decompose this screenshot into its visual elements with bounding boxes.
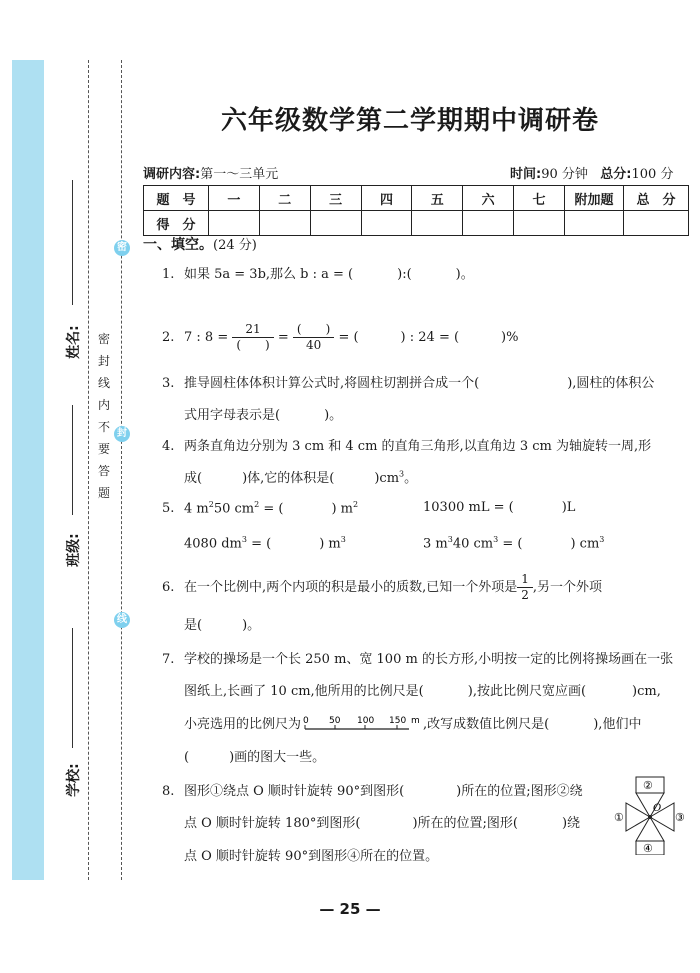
q5-superscript: 3 bbox=[599, 535, 605, 544]
no-answer-notice bbox=[96, 328, 112, 504]
q7-text-g: ),他们中 bbox=[593, 717, 642, 732]
scale-tick-label: 0 bbox=[303, 715, 309, 726]
score-cell-header: 一 bbox=[209, 186, 260, 211]
q3-text-c: 式用字母表示是( bbox=[184, 408, 281, 423]
q5-text: ) cm bbox=[570, 536, 600, 552]
fraction-numerator[interactable]: ( ) bbox=[293, 322, 334, 338]
q5-text: )L bbox=[561, 500, 576, 515]
q1-text-a: 如果 5a = 3b,那么 b : a = ( bbox=[184, 267, 354, 282]
q1-text-c: )。 bbox=[455, 267, 474, 282]
q8-text-e: )绕 bbox=[561, 816, 581, 831]
question-5-c bbox=[184, 535, 346, 551]
figure-label-3: ③ bbox=[675, 811, 685, 824]
question-6-line-1 bbox=[162, 572, 602, 603]
q6-fraction bbox=[517, 572, 533, 603]
question-number: 8. bbox=[162, 784, 175, 799]
q5-superscript: 2 bbox=[352, 500, 359, 509]
q2-text-b: = ( bbox=[338, 330, 359, 345]
score-cell-blank[interactable] bbox=[310, 211, 361, 236]
figure-shape-1 bbox=[626, 803, 650, 831]
figure-label-2: ② bbox=[643, 779, 653, 792]
question-3-line-1 bbox=[162, 372, 654, 391]
scope-info bbox=[143, 163, 278, 182]
question-5-b bbox=[423, 500, 575, 515]
score-table-header-row bbox=[144, 186, 689, 211]
score-table-score-row bbox=[144, 211, 689, 236]
q5-superscript: 3 bbox=[447, 535, 453, 544]
q5-superscript: 3 bbox=[340, 535, 346, 544]
scale-tick-label: 100 bbox=[357, 715, 375, 726]
q4-text-a: 两条直角边分别为 3 cm 和 4 cm 的直角三角形,以直角边 3 cm 为轴旋转一周,形 bbox=[184, 439, 652, 454]
question-7-line-2 bbox=[184, 680, 661, 699]
question-6-line-2 bbox=[184, 614, 260, 633]
q5-text: ) m bbox=[331, 501, 353, 517]
question-number: 2. bbox=[162, 330, 175, 345]
question-number: 1. bbox=[162, 267, 175, 282]
fraction-numerator: 1 bbox=[517, 572, 533, 588]
question-8-line-1 bbox=[162, 780, 583, 799]
q2-fraction-2 bbox=[293, 322, 334, 353]
question-number: 3. bbox=[162, 376, 175, 391]
q5-text: ) m bbox=[319, 536, 341, 552]
binding-dashed-line-outer bbox=[88, 60, 89, 880]
q5-text: = ( bbox=[498, 536, 523, 552]
score-value: 100 分 bbox=[631, 167, 674, 182]
question-2 bbox=[162, 322, 518, 353]
q7-text-a: 学校的操场是一个长 250 m、宽 100 m 的长方形,小明按一定的比例将操场画在一张 bbox=[184, 652, 674, 667]
q5-text: = ( bbox=[246, 536, 272, 552]
q8-text-a: 图形①绕点 O 顺时针旋转 90°到图形( bbox=[184, 784, 405, 799]
q6-text-c: 是( bbox=[184, 618, 203, 633]
scale-unit: m bbox=[411, 715, 420, 726]
question-8-line-3 bbox=[184, 845, 438, 864]
q5-text: 4 m bbox=[184, 501, 209, 517]
seal-mark-xian: 线 bbox=[114, 612, 130, 628]
name-blank-line[interactable] bbox=[72, 180, 73, 305]
line-scale-bar bbox=[301, 714, 423, 736]
no-answer-char: 封 bbox=[97, 354, 110, 368]
q2-text-a: 7 : 8 = bbox=[184, 330, 229, 345]
question-number: 5. bbox=[162, 501, 175, 517]
name-label: 姓名: bbox=[66, 325, 82, 359]
score-cell-header: 四 bbox=[361, 186, 412, 211]
rotation-center-label: O bbox=[653, 803, 662, 814]
score-cell-header: 七 bbox=[514, 186, 565, 211]
q7-text-e: 小亮选用的比例尺为 bbox=[184, 717, 302, 732]
q8-text-b: )所在的位置;图形②绕 bbox=[456, 784, 583, 799]
q4-superscript: 3 bbox=[399, 469, 405, 479]
score-cell-blank[interactable] bbox=[624, 211, 689, 236]
figure-label-4: ④ bbox=[643, 842, 653, 855]
score-cell-blank[interactable] bbox=[463, 211, 514, 236]
q6-text-a: 在一个比例中,两个内项的积是最小的质数,已知一个外项是 bbox=[184, 580, 518, 595]
q4-text-c: )体,它的体积是( bbox=[242, 471, 335, 486]
question-4-line-1 bbox=[162, 435, 651, 454]
q1-text-b: ):( bbox=[397, 267, 412, 282]
seal-mark-mi: 密 bbox=[114, 240, 130, 256]
q2-fraction-1 bbox=[232, 322, 273, 353]
rotation-center-point bbox=[648, 815, 652, 819]
q5-text: 4080 dm bbox=[184, 536, 242, 552]
score-cell-blank[interactable] bbox=[412, 211, 463, 236]
q6-text-d: )。 bbox=[242, 618, 261, 633]
question-7-line-4 bbox=[184, 746, 325, 765]
time-value: 90 分钟 bbox=[541, 167, 588, 182]
score-cell-header: 附加题 bbox=[565, 186, 624, 211]
no-answer-char: 线 bbox=[97, 376, 110, 390]
section-heading bbox=[143, 234, 257, 254]
q5-text: 3 m bbox=[423, 536, 448, 552]
q5-superscript: 2 bbox=[208, 500, 214, 509]
q5-text: 50 cm bbox=[213, 501, 255, 517]
q3-text-b: ),圆柱的体积公 bbox=[567, 376, 655, 391]
question-5-a bbox=[162, 500, 358, 516]
seal-mark-feng: 封 bbox=[114, 426, 130, 442]
score-cell-header: 五 bbox=[412, 186, 463, 211]
question-1 bbox=[162, 263, 474, 282]
scope-value: 第一～三单元 bbox=[200, 167, 279, 182]
school-label: 学校: bbox=[66, 763, 82, 797]
school-blank-line[interactable] bbox=[72, 628, 73, 748]
q2-text-d: )% bbox=[501, 330, 519, 345]
fraction-denominator: 40 bbox=[305, 338, 322, 352]
score-cell-blank[interactable] bbox=[565, 211, 624, 236]
section-title: 一、填空。 bbox=[143, 237, 213, 253]
q2-text-c: ) : 24 = ( bbox=[400, 330, 460, 345]
page-number: — 25 — bbox=[319, 900, 381, 918]
question-7-line-3 bbox=[184, 713, 641, 736]
q5-superscript: 3 bbox=[241, 535, 247, 544]
q5-text: 40 cm bbox=[452, 536, 494, 552]
q7-text-h: ( bbox=[184, 750, 190, 765]
score-cell-header: 总 分 bbox=[624, 186, 689, 211]
figure-label-1: ① bbox=[614, 811, 624, 824]
q4-text-d: )cm bbox=[374, 471, 400, 486]
score-cell-blank[interactable] bbox=[361, 211, 412, 236]
score-cell-blank[interactable] bbox=[209, 211, 260, 236]
q8-text-d: )所在的位置;图形( bbox=[412, 816, 518, 831]
no-answer-char: 不 bbox=[97, 420, 110, 434]
q7-text-b: 图纸上,长画了 10 cm,他所用的比例尺是( bbox=[184, 684, 424, 699]
q3-text-d: )。 bbox=[324, 408, 343, 423]
scope-label: 调研内容: bbox=[143, 167, 201, 182]
q4-text-e: 。 bbox=[404, 471, 418, 486]
section-points: (24 分) bbox=[213, 238, 257, 253]
q7-text-f: ,改写成数值比例尺是( bbox=[423, 717, 550, 732]
question-8-line-2 bbox=[184, 812, 580, 831]
time-score-info bbox=[510, 163, 673, 182]
score-cell-header: 三 bbox=[310, 186, 361, 211]
q5-text: = ( bbox=[259, 501, 284, 517]
score-cell-header: 题 号 bbox=[144, 186, 209, 211]
question-number: 4. bbox=[162, 439, 175, 454]
q7-text-c: ),按此比例尺宽应画( bbox=[467, 684, 587, 699]
class-blank-line[interactable] bbox=[72, 405, 73, 515]
no-answer-char: 题 bbox=[97, 486, 110, 500]
no-answer-char: 要 bbox=[97, 442, 110, 456]
scale-tick-label: 50 bbox=[329, 715, 341, 726]
score-label: 总分: bbox=[600, 167, 632, 182]
no-answer-char: 内 bbox=[97, 398, 110, 412]
q5-superscript: 3 bbox=[493, 535, 499, 544]
question-5-d bbox=[423, 535, 604, 551]
fraction-denominator[interactable]: ( ) bbox=[236, 338, 270, 352]
score-cell-header: 二 bbox=[259, 186, 310, 211]
page-title: 六年级数学第二学期期中调研卷 bbox=[220, 106, 599, 136]
binding-dashed-line-inner bbox=[121, 60, 122, 880]
q5-text: 10300 mL = ( bbox=[423, 500, 514, 515]
q8-text-f: 点 O 顺时针旋转 90°到图形④所在的位置。 bbox=[184, 849, 439, 864]
fraction-denominator: 2 bbox=[521, 588, 529, 602]
time-label: 时间: bbox=[510, 167, 542, 182]
question-number: 6. bbox=[162, 580, 175, 595]
q7-text-d: )cm, bbox=[632, 684, 661, 699]
no-answer-char: 答 bbox=[97, 464, 110, 478]
binding-strip bbox=[12, 60, 44, 880]
class-label: 班级: bbox=[66, 533, 82, 567]
q4-text-b: 成( bbox=[184, 471, 203, 486]
no-answer-char: 密 bbox=[97, 332, 110, 346]
score-table bbox=[143, 185, 689, 236]
q2-equals: = bbox=[277, 330, 289, 345]
figure-shape-4 bbox=[636, 817, 664, 841]
question-number: 7. bbox=[162, 652, 175, 667]
score-cell-header: 六 bbox=[463, 186, 514, 211]
q3-text-a: 推导圆柱体体积计算公式时,将圆柱切割拼合成一个( bbox=[184, 376, 480, 391]
question-7-line-1 bbox=[162, 648, 673, 667]
question-4-line-2 bbox=[184, 467, 417, 486]
fraction-numerator: 21 bbox=[232, 322, 273, 338]
score-row-label: 得 分 bbox=[144, 211, 209, 236]
q5-superscript: 2 bbox=[254, 500, 260, 509]
q6-text-b: ,另一个外项 bbox=[532, 580, 603, 595]
score-cell-blank[interactable] bbox=[259, 211, 310, 236]
scale-tick-label: 150 bbox=[389, 715, 407, 726]
q7-text-i: )画的图大一些。 bbox=[229, 750, 326, 765]
question-3-line-2 bbox=[184, 404, 342, 423]
q8-text-c: 点 O 顺时针旋转 180°到图形( bbox=[184, 816, 361, 831]
score-cell-blank[interactable] bbox=[514, 211, 565, 236]
rotation-figure bbox=[612, 775, 688, 855]
